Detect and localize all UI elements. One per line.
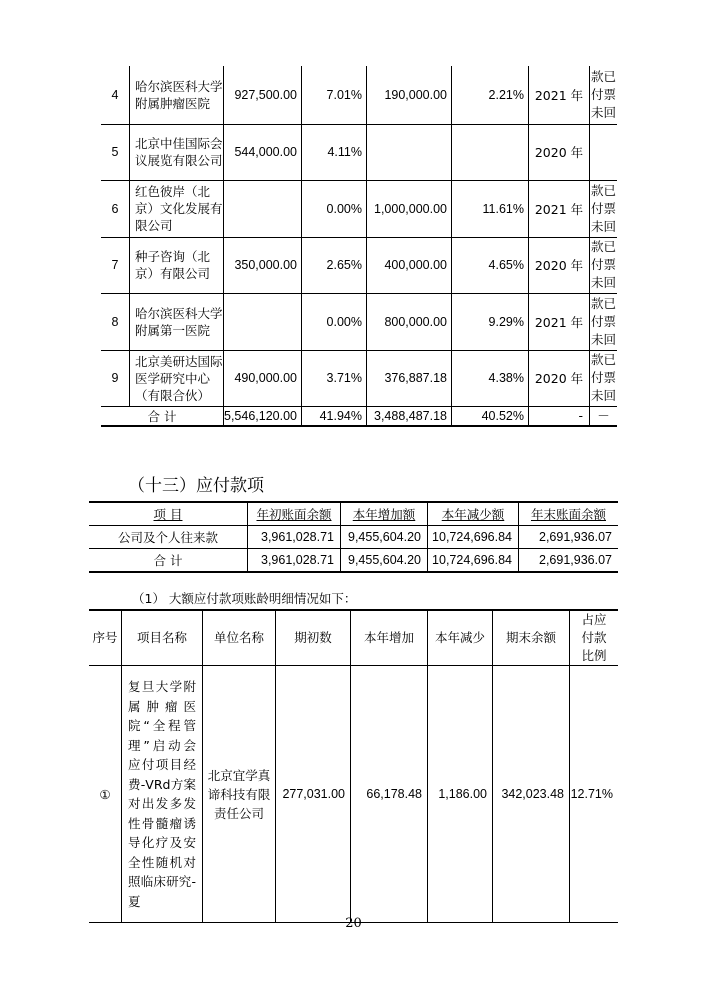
row-increase: 66,178.48 (351, 666, 428, 923)
row-amount2: 1,000,000.00 (367, 180, 452, 237)
receivables-table (101, 66, 617, 427)
header-cell-item (89, 502, 248, 526)
cell-closing: 2,691,936.07 (519, 526, 619, 549)
row-amount1 (224, 293, 302, 350)
row-year: 2020 年 (529, 124, 590, 180)
header-increase: 本年增加 (351, 610, 428, 666)
row-amount2: 800,000.00 (367, 293, 452, 350)
header-cell-decrease (428, 502, 519, 526)
table-row (89, 666, 618, 923)
detail-table (89, 609, 618, 923)
section-heading: （十三）应付款项 (128, 476, 264, 496)
row-project: 复旦大学附属肿瘤医院“全程管理”启动会应付项目经费-VRd方案对出发多发性骨髓瘤诱导化疗及安全性随机对照临床研究-夏 (122, 666, 203, 923)
row-pct1: 2.65% (302, 237, 367, 293)
row-name: 哈尔滨医科大学附属第一医院 (130, 293, 224, 350)
cell-decrease: 10,724,696.84 (428, 526, 519, 549)
row-amount1: 544,000.00 (224, 124, 302, 180)
header-unit: 单位名称 (203, 610, 276, 666)
row-amount2: 400,000.00 (367, 237, 452, 293)
row-amount1: 927,500.00 (224, 66, 302, 124)
row-name: 哈尔滨医科大学附属肿瘤医院 (130, 66, 224, 124)
total-label: 合 计 (101, 406, 224, 426)
total-note: － (590, 406, 618, 426)
row-amount1: 350,000.00 (224, 237, 302, 293)
row-amount2 (367, 124, 452, 180)
row-closing: 342,023.48 (493, 666, 570, 923)
header-increase: 本年增加额 (352, 507, 416, 522)
table-row (101, 293, 617, 350)
row-name: 北京中佳国际会议展览有限公司 (130, 124, 224, 180)
table-row (101, 350, 617, 406)
header-cell-increase (341, 502, 428, 526)
row-pct2: 2.21% (452, 66, 529, 124)
table-row (101, 124, 617, 180)
row-pct1: 4.11% (302, 124, 367, 180)
cell-item: 合 计 (89, 549, 248, 573)
row-pct1: 0.00% (302, 180, 367, 237)
total-year: - (529, 406, 590, 426)
row-pct2: 4.65% (452, 237, 529, 293)
cell-item: 公司及个人往来款 (89, 526, 248, 549)
row-amount1: 490,000.00 (224, 350, 302, 406)
cell-opening: 3,961,028.71 (248, 549, 341, 573)
total-amount2: 3,488,487.18 (367, 406, 452, 426)
row-note: 款已付票未回 (590, 180, 618, 237)
row-name: 红色彼岸（北京）文化发展有限公司 (130, 180, 224, 237)
row-year: 2021 年 (529, 293, 590, 350)
receivables-table-body (101, 66, 617, 426)
header-closing: 期末余额 (493, 610, 570, 666)
row-year: 2021 年 (529, 180, 590, 237)
total-amount1: 5,546,120.00 (224, 406, 302, 426)
total-row (101, 406, 617, 426)
header-opening: 期初数 (276, 610, 351, 666)
row-pct2: 11.61% (452, 180, 529, 237)
cell-increase: 9,455,604.20 (341, 526, 428, 549)
row-note: 款已付票未回 (590, 350, 618, 406)
row-year: 2020 年 (529, 237, 590, 293)
row-year: 2021 年 (529, 66, 590, 124)
row-name: 北京美研达国际医学研究中心（有限合伙） (130, 350, 224, 406)
row-note (590, 124, 618, 180)
page-number: 20 (345, 916, 362, 931)
total-row (89, 549, 618, 573)
header-cell-opening (248, 502, 341, 526)
header-opening: 年初账面余额 (256, 507, 332, 522)
row-amount1 (224, 180, 302, 237)
row-ratio: 12.71% (570, 666, 619, 923)
row-pct1: 0.00% (302, 293, 367, 350)
row-unit: 北京宜学真谛科技有限责任公司 (203, 666, 276, 923)
row-note: 款已付票未回 (590, 66, 618, 124)
header-ratio: 占应付款比例 (570, 610, 619, 666)
header-closing: 年末账面余额 (530, 507, 606, 522)
row-index: 7 (101, 237, 130, 293)
row-amount2: 190,000.00 (367, 66, 452, 124)
row-pct2 (452, 124, 529, 180)
payables-table (89, 501, 618, 573)
row-note: 款已付票未回 (590, 293, 618, 350)
row-year: 2020 年 (529, 350, 590, 406)
row-index: 6 (101, 180, 130, 237)
table-row (101, 237, 617, 293)
row-pct1: 7.01% (302, 66, 367, 124)
header-decrease: 本年减少额 (441, 507, 505, 522)
row-index: 4 (101, 66, 130, 124)
total-pct2: 40.52% (452, 406, 529, 426)
row-index: ① (89, 666, 122, 923)
row-pct2: 4.38% (452, 350, 529, 406)
header-index: 序号 (89, 610, 122, 666)
row-index: 8 (101, 293, 130, 350)
sub-note: （1） 大额应付款项账龄明细情况如下： (132, 591, 357, 606)
cell-closing: 2,691,936.07 (539, 553, 612, 567)
row-index: 9 (101, 350, 130, 406)
row-pct1: 3.71% (302, 350, 367, 406)
cell-increase: 9,455,604.20 (341, 549, 428, 573)
cell-opening: 3,961,028.71 (248, 526, 341, 549)
header-project: 项目名称 (122, 610, 203, 666)
row-opening: 277,031.00 (276, 666, 351, 923)
row-amount2: 376,887.18 (367, 350, 452, 406)
header-row (89, 610, 618, 666)
table-row (101, 66, 617, 124)
table-row (101, 180, 617, 237)
row-decrease: 1,186.00 (428, 666, 493, 923)
row-name: 种子咨询（北京）有限公司 (130, 237, 224, 293)
table-row (89, 526, 618, 549)
row-pct2: 9.29% (452, 293, 529, 350)
header-decrease: 本年减少 (428, 610, 493, 666)
header-row (89, 502, 618, 526)
header-item: 项 目 (153, 507, 183, 522)
total-pct1: 41.94% (302, 406, 367, 426)
cell-decrease: 10,724,696.84 (428, 549, 519, 573)
row-note: 款已付票未回 (590, 237, 618, 293)
row-index: 5 (101, 124, 130, 180)
header-cell-closing (519, 502, 619, 526)
